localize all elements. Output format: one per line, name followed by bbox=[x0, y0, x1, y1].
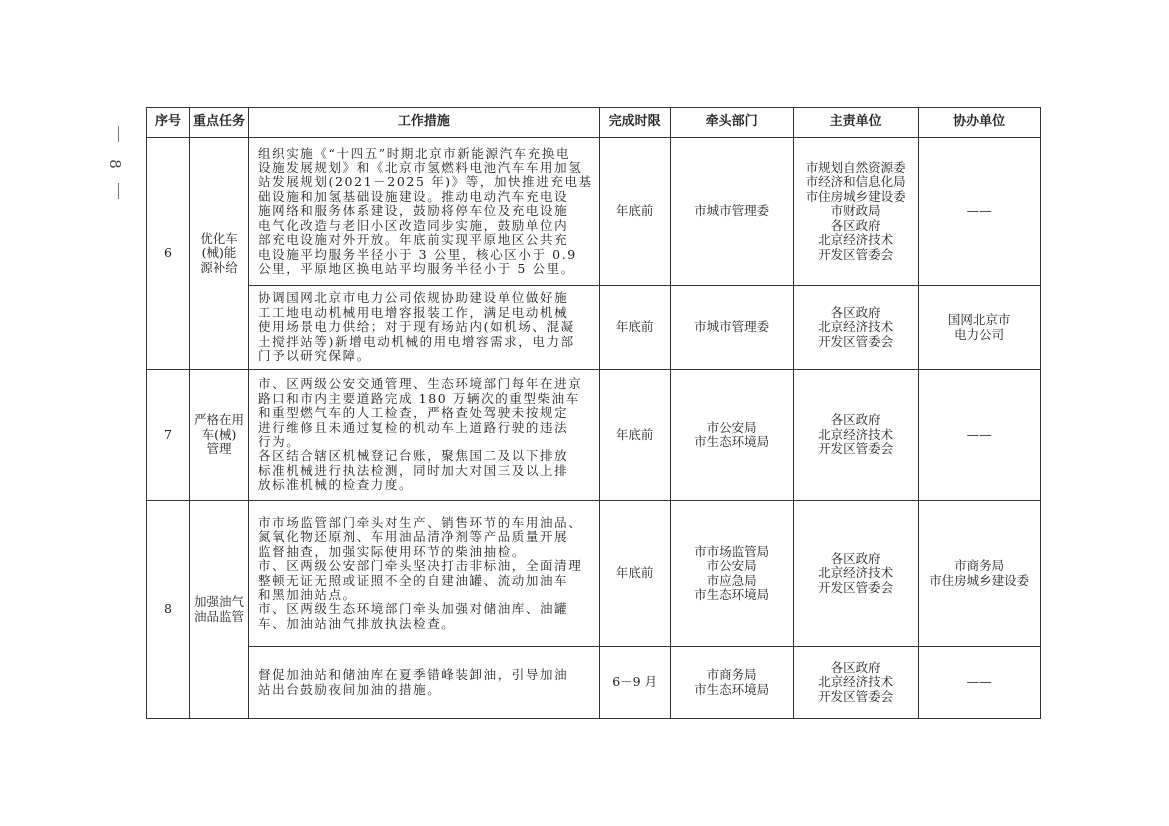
measure-line: 市、区两级生态环境部门牵头加强对储油库、油罐 bbox=[258, 601, 569, 617]
measure-line: 监督抽查，加强实际使用环节的柴油抽检。 bbox=[258, 543, 526, 559]
main-unit-line: 各区政府 bbox=[830, 550, 881, 566]
deadline-cell bbox=[599, 501, 670, 647]
lead-dept-line: 市公安局 bbox=[706, 419, 757, 435]
measure-line: 础设施和加氢基础设施建设。推动电动汽车充电设 bbox=[258, 188, 569, 204]
assist-unit-line: —— bbox=[966, 203, 992, 219]
measure-line: 各区结合辖区机械登记台账，聚焦国二及以下排放 bbox=[258, 448, 569, 464]
deadline: 年底前 bbox=[615, 426, 654, 442]
measure-cell bbox=[249, 286, 600, 370]
assist-unit-cell bbox=[918, 370, 1040, 501]
main-unit-line: 市财政局 bbox=[830, 203, 881, 219]
lead-dept-line: 市生态环境局 bbox=[694, 434, 770, 449]
main-unit-line: 北京经济技术 bbox=[818, 232, 894, 248]
measure-cell bbox=[249, 138, 600, 286]
table-row bbox=[147, 138, 1041, 286]
header-assist-unit: 协办单位 bbox=[918, 108, 1040, 138]
measure-line: 公里，平原地区换电站平均服务半径小于 5 公里。 bbox=[258, 260, 575, 276]
measure-line: 站出台鼓励夜间加油的措施。 bbox=[258, 681, 442, 697]
measure-cell bbox=[249, 501, 600, 647]
header-task: 重点任务 bbox=[190, 108, 249, 138]
main-unit-line: 市规划自然资源委 bbox=[805, 160, 906, 176]
task-line: 油品监管 bbox=[193, 608, 244, 624]
main-unit-line: 开发区管委会 bbox=[818, 579, 894, 595]
deadline-cell bbox=[599, 286, 670, 370]
assist-unit-cell bbox=[918, 286, 1040, 370]
assist-unit-line: —— bbox=[966, 426, 992, 442]
main-unit-cell bbox=[793, 501, 918, 647]
deadline: 6－9 月 bbox=[612, 674, 658, 690]
deadline-cell bbox=[599, 647, 670, 719]
main-unit-line: 北京经济技术 bbox=[818, 426, 894, 442]
measure-line: 市、区两级公安交通管理、生态环境部门每年在进京 bbox=[258, 376, 583, 392]
table-row bbox=[147, 286, 1041, 370]
task-cell bbox=[190, 501, 249, 719]
main-unit-line: 北京经济技术 bbox=[818, 565, 894, 581]
main-unit-cell bbox=[793, 370, 918, 501]
task-line: 车(械) bbox=[201, 426, 237, 442]
task-line: 源补给 bbox=[200, 259, 238, 275]
measure-line: 放标准机械的检查力度。 bbox=[258, 477, 414, 493]
main-unit-cell bbox=[793, 647, 918, 719]
main-unit-line: 开发区管委会 bbox=[818, 441, 894, 457]
main-unit-cell bbox=[793, 138, 918, 286]
lead-dept-line: 市商务局 bbox=[706, 667, 757, 683]
deadline-cell bbox=[599, 138, 670, 286]
deadline: 年底前 bbox=[615, 565, 654, 581]
main-unit-line: 各区政府 bbox=[830, 304, 881, 320]
row-number-cell bbox=[147, 370, 190, 501]
assist-unit-cell bbox=[918, 138, 1040, 286]
lead-dept-line: 市应急局 bbox=[706, 572, 757, 588]
deadline: 年底前 bbox=[615, 203, 654, 219]
main-unit-line: 开发区管委会 bbox=[818, 333, 894, 349]
measure-line: 标准机械进行执法检测，同时加大对国三及以上排 bbox=[258, 462, 569, 478]
row-number: 8 bbox=[164, 601, 172, 617]
table-row bbox=[147, 647, 1041, 719]
measure-line: 氮氧化物还原剂、车用油品清净剂等产品质量开展 bbox=[258, 529, 569, 545]
assist-unit-cell bbox=[918, 647, 1040, 719]
lead-dept-cell bbox=[670, 286, 793, 370]
lead-dept-line: 市市场监管局 bbox=[694, 543, 770, 559]
measure-line: 组织实施《“十四五”时期北京市新能源汽车充换电 bbox=[258, 145, 571, 161]
measure-line: 使用场景电力供给；对于现有场站内(如机场、混凝 bbox=[258, 319, 575, 335]
measure-line: 工工地电动机械用电增容报装工作，满足电动机械 bbox=[258, 304, 569, 320]
assist-unit-line: —— bbox=[966, 674, 992, 690]
lead-dept-line: 市城市管理委 bbox=[694, 203, 770, 219]
deadline-cell bbox=[599, 370, 670, 501]
task-cell bbox=[190, 370, 249, 501]
lead-dept-line: 市城市管理委 bbox=[694, 319, 770, 335]
header-lead-dept: 牵头部门 bbox=[670, 108, 793, 138]
task-line: (械)能 bbox=[201, 245, 237, 261]
lead-dept-line: 市生态环境局 bbox=[694, 681, 770, 697]
assist-unit-line: 电力公司 bbox=[954, 326, 1005, 342]
measure-line: 整顿无证无照或证照不全的自建油罐、流动加油车 bbox=[258, 572, 569, 588]
measure-line: 进行维修且未通过复检的机动车上道路行驶的违法 bbox=[258, 419, 569, 435]
measure-line: 督促加油站和储油库在夏季错峰装卸油，引导加油 bbox=[258, 667, 569, 683]
measure-line: 土搅拌站等)新增电动机械的用电增容需求，电力部 bbox=[258, 333, 575, 349]
main-unit-line: 市住房城乡建设委 bbox=[805, 188, 906, 204]
row-number: 6 bbox=[164, 245, 172, 261]
margin-dash bbox=[118, 126, 119, 142]
main-unit-line: 各区政府 bbox=[830, 659, 881, 675]
measure-cell bbox=[249, 370, 600, 501]
measure-line: 电气化改造与老旧小区改造同步实施，鼓励单位内 bbox=[258, 217, 569, 233]
measure-line: 和重型燃气车的人工检查，严格查处驾驶未按规定 bbox=[258, 405, 569, 421]
task-line: 加强油气 bbox=[193, 594, 244, 610]
measure-line: 设施发展规划》和《北京市氢燃料电池汽车车用加氢 bbox=[258, 160, 583, 176]
task-line: 优化车 bbox=[200, 230, 238, 246]
main-unit-line: 北京经济技术 bbox=[818, 319, 894, 335]
measure-line: 市市场监管部门牵头对生产、销售环节的车用油品、 bbox=[258, 514, 583, 530]
header-measures: 工作措施 bbox=[249, 108, 600, 138]
assist-unit-line: 市住房城乡建设委 bbox=[929, 572, 1030, 588]
measure-line: 站发展规划(2021－2025 年)》等，加快推进充电基 bbox=[258, 174, 593, 190]
deadline: 年底前 bbox=[615, 319, 654, 335]
measure-line: 路口和市内主要道路完成 180 万辆次的重型柴油车 bbox=[258, 390, 580, 406]
measure-line: 车、加油站油气排放执法检查。 bbox=[258, 615, 456, 631]
main-unit-line: 各区政府 bbox=[830, 412, 881, 428]
measure-line: 电设施平均服务半径小于 3 公里，核心区小于 0.9 bbox=[258, 246, 577, 262]
header-no: 序号 bbox=[147, 108, 190, 138]
row-number: 7 bbox=[164, 426, 172, 442]
main-unit-line: 开发区管委会 bbox=[818, 246, 894, 262]
page-number: 8 bbox=[105, 159, 124, 169]
measure-line: 门予以研究保障。 bbox=[258, 348, 371, 364]
task-line: 管理 bbox=[206, 441, 232, 457]
header-main-unit: 主责单位 bbox=[793, 108, 918, 138]
measure-line: 部充电设施对外开放。年底前实现平原地区公共充 bbox=[258, 232, 569, 248]
task-table bbox=[146, 107, 1041, 719]
assist-unit-line: 国网北京市 bbox=[947, 312, 1011, 328]
lead-dept-line: 市公安局 bbox=[706, 558, 757, 574]
task-line: 严格在用 bbox=[193, 412, 244, 428]
lead-dept-cell bbox=[670, 647, 793, 719]
row-number-cell bbox=[147, 138, 190, 370]
lead-dept-cell bbox=[670, 370, 793, 501]
margin-dash bbox=[118, 183, 119, 199]
assist-unit-cell bbox=[918, 501, 1040, 647]
lead-dept-cell bbox=[670, 138, 793, 286]
lead-dept-cell bbox=[670, 501, 793, 647]
measure-line: 协调国网北京市电力公司依规协助建设单位做好施 bbox=[258, 290, 569, 306]
main-unit-line: 北京经济技术 bbox=[818, 674, 894, 690]
measure-line: 市、区两级公安部门牵头坚决打击非标油，全面清理 bbox=[258, 558, 583, 574]
header-deadline: 完成时限 bbox=[599, 108, 670, 138]
measure-line: 和黑加油站点。 bbox=[258, 586, 357, 602]
lead-dept-line: 市生态环境局 bbox=[694, 586, 770, 602]
measure-cell bbox=[249, 647, 600, 719]
assist-unit-line: 市商务局 bbox=[954, 558, 1005, 574]
measure-line: 行为。 bbox=[258, 434, 301, 449]
main-unit-line: 各区政府 bbox=[830, 217, 881, 233]
table-row bbox=[147, 370, 1041, 501]
main-unit-cell bbox=[793, 286, 918, 370]
main-unit-line: 市经济和信息化局 bbox=[805, 174, 906, 190]
row-number-cell bbox=[147, 501, 190, 719]
measure-line: 施网络和服务体系建设，鼓励将停车位及充电设施 bbox=[258, 203, 569, 219]
task-cell bbox=[190, 138, 249, 370]
table-row bbox=[147, 501, 1041, 647]
table-header-row bbox=[147, 108, 1041, 138]
main-unit-line: 开发区管委会 bbox=[818, 688, 894, 704]
